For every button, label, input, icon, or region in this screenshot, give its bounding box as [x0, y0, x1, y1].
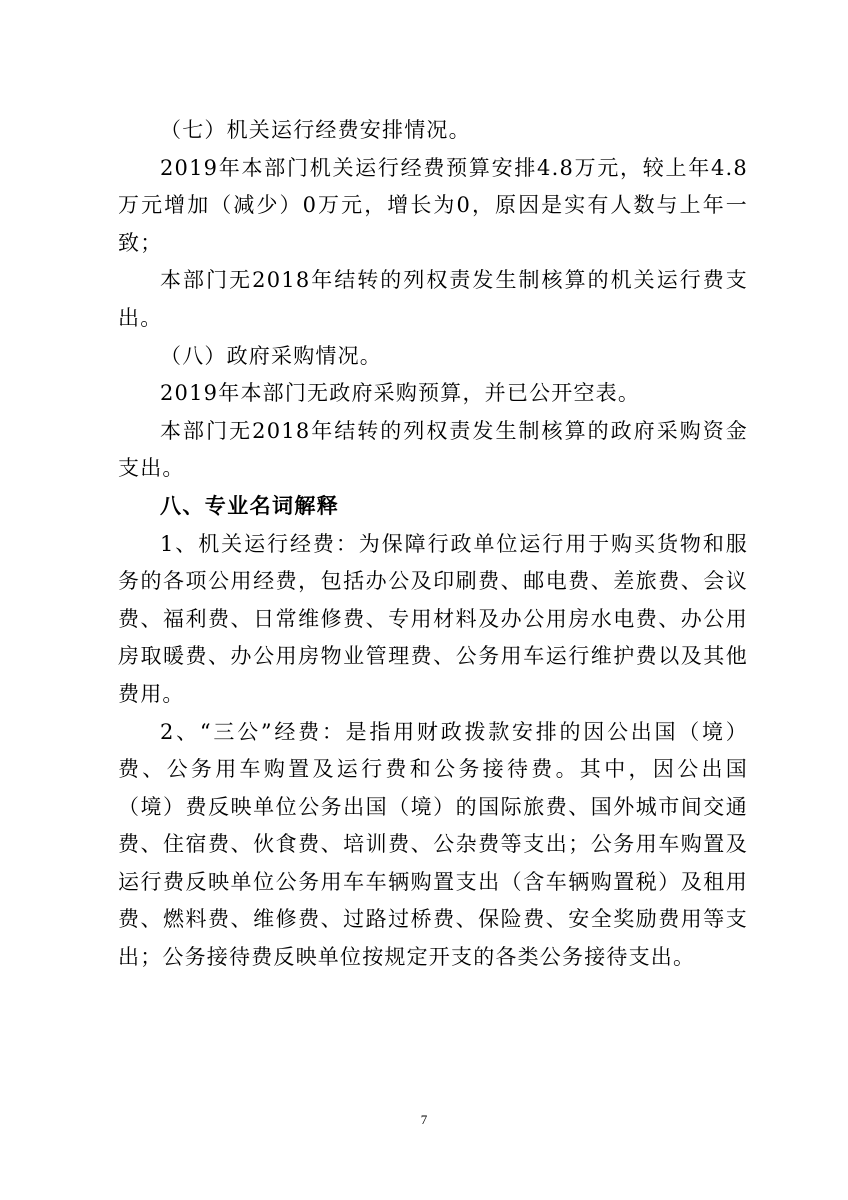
paragraph-operating-carryover: 本部门无2018年结转的列权责发生制核算的机关运行费支出。 [118, 268, 748, 330]
document-body [118, 112, 748, 977]
glossary-item-operating-costs: 1、机关运行经费：为保障行政单位运行用于购买货物和服务的各项公用经费，包括办公及印刷费、邮电费、差旅费、会议费、福利费、日常维修费、专用材料及办公用房水电费、办公用房取暖费、办公用房物业管理费、公务用车运行维护费以及其他费用。 [118, 531, 748, 706]
section-heading-eight: （八）政府采购情况。 [160, 343, 382, 368]
page-number: 7 [420, 1112, 428, 1127]
paragraph-procurement-budget: 2019年本部门无政府采购预算，并已公开空表。 [160, 381, 641, 406]
section-heading-seven: （七）机关运行经费安排情况。 [160, 118, 471, 142]
glossary-item-three-public: 2、“三公”经费：是指用财政拨款安排的因公出国（境）费、公务用车购置及运行费和公务接待费。其中，因公出国（境）费反映单位公务出国（境）的国际旅费、国外城市间交通费、住宿费、伙食费、培训费、公杂费等支出；公务用车购置及运行费反映单位公务用车车辆购置支出（含车辆购置税）及租用费、燃料费、维修费、过路过桥费、保险费、安全奖励费用等支出；公务接待费反映单位按规定开支的各类公务接待支出。 [118, 719, 748, 970]
section-heading-glossary: 八、专业名词解释 [160, 493, 340, 518]
paragraph-operating-budget: 2019年本部门机关运行经费预算安排4.8万元，较上年4.8万元增加（减少）0万元，增长为0，原因是实有人数与上年一致； [118, 155, 748, 255]
paragraph-procurement-carryover: 本部门无2018年结转的列权责发生制核算的政府采购资金支出。 [118, 418, 748, 481]
